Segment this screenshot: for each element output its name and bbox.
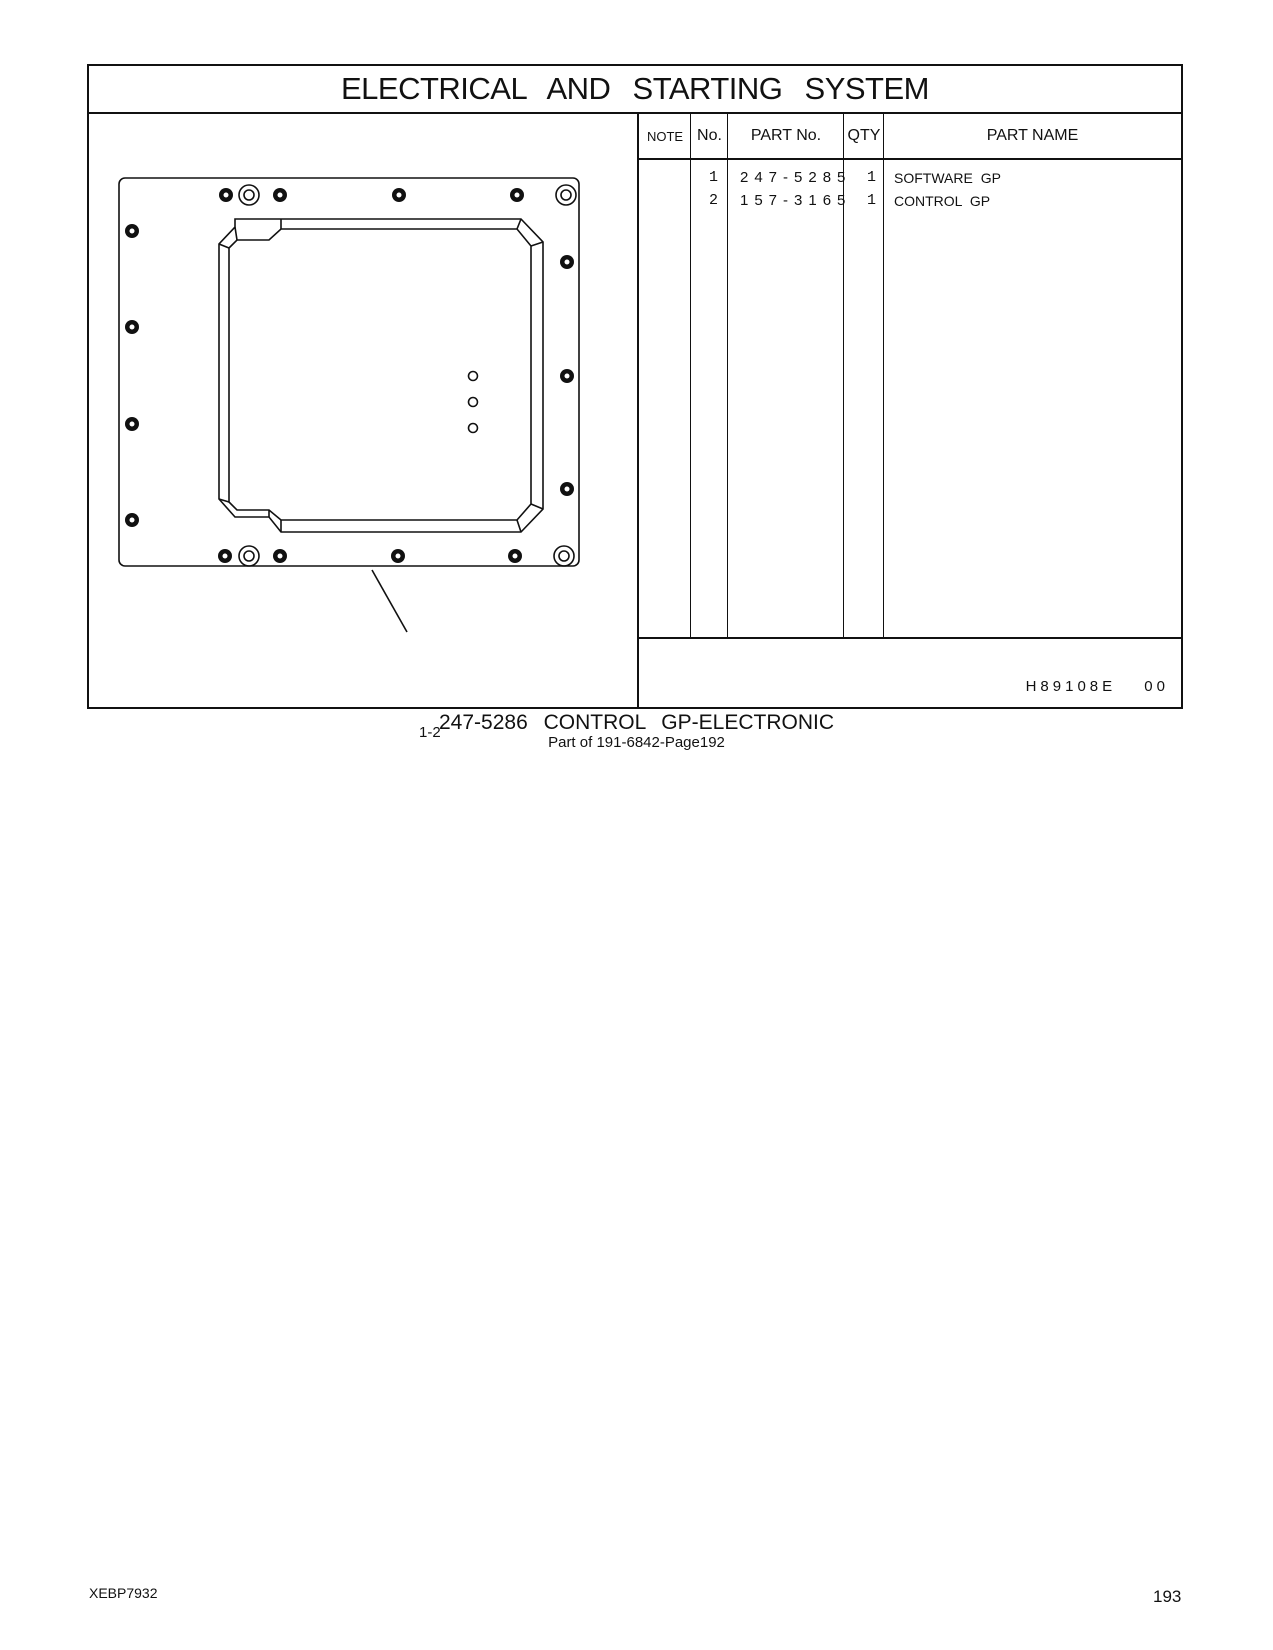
row-part-name: SOFTWARE GP [894,170,1001,186]
mounting-hole [239,546,259,566]
control-module-drawing [89,114,637,707]
indicator-hole [469,398,478,407]
col-part-no-header: PART No. [750,127,822,144]
illustration-reference-code: H89108E 00 [1025,678,1169,695]
module-inner-panel [219,219,543,532]
figure-caption [0,712,1273,751]
indicator-hole [469,424,478,433]
mounting-hole [554,546,574,566]
row-part-no: 157-3165 [740,192,852,209]
callout-label: 1-2 [419,724,441,741]
col-note-header: NOTE [646,128,684,144]
mounting-hole [556,185,576,205]
page-title: ELECTRICAL AND STARTING SYSTEM [341,71,929,106]
row-no: 1 [709,169,719,186]
row-qty: 1 [867,192,877,209]
table-bottom-rule [639,637,1181,639]
indicator-hole [469,372,478,381]
table-header [639,114,1181,160]
module-outer-plate [119,178,579,566]
row-qty: 1 [867,169,877,186]
title-row [89,66,1181,114]
row-part-name: CONTROL GP [894,193,991,209]
document-code: XEBP7932 [89,1585,158,1601]
callout-leader [372,570,407,632]
column-divider [883,114,884,637]
col-no-header: No. [697,127,722,144]
col-part-name-header: PART NAME [986,127,1079,144]
column-divider [690,114,691,637]
col-qty-header: QTY [847,127,881,144]
module-inner-panel-face [229,229,531,520]
row-part-no: 247-5285 [740,169,852,186]
row-no: 2 [709,192,719,209]
mounting-hole [239,185,259,205]
parts-table [637,114,1181,707]
column-divider [727,114,728,637]
page-number: 193 [1153,1587,1182,1606]
caption-title: 247-5286 CONTROL GP-ELECTRONIC [439,711,834,734]
caption-subtitle: Part of 191-6842-Page192 [548,734,725,751]
